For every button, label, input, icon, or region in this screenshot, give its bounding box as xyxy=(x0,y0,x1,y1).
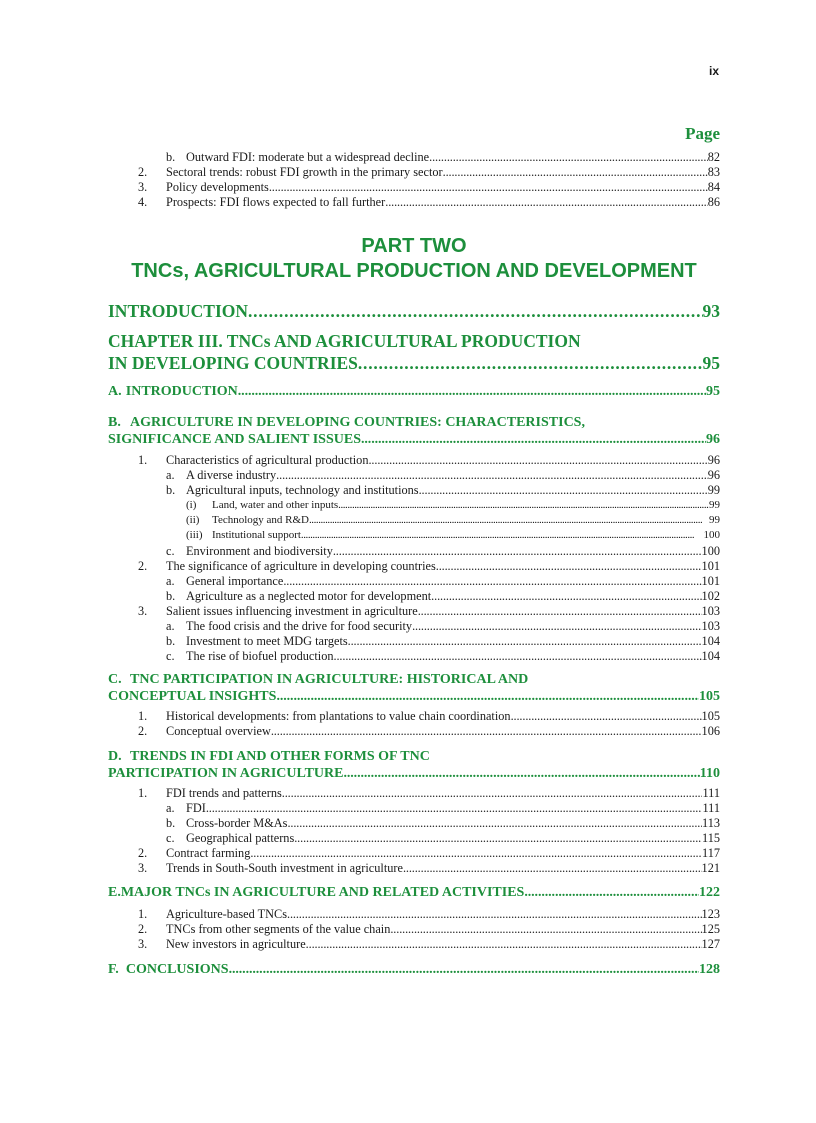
entry-number: 2. xyxy=(138,724,148,739)
leader-dots xyxy=(418,604,702,619)
leader-dots xyxy=(419,483,708,498)
section-f-title: CONCLUSIONS xyxy=(125,962,229,977)
toc-entry[interactable] xyxy=(108,589,720,604)
entry-page: 103 xyxy=(701,603,720,618)
entry-title: Cross-border M&As xyxy=(186,816,288,831)
entry-number: b. xyxy=(166,588,176,603)
toc-entry[interactable] xyxy=(108,649,720,664)
entry-page: 99 xyxy=(707,483,720,498)
entry-page: 104 xyxy=(701,634,720,649)
toc-entry[interactable] xyxy=(108,786,720,801)
toc-entry[interactable] xyxy=(108,165,720,180)
entry-number: (ii) xyxy=(186,514,200,527)
entry-page: 96 xyxy=(707,468,720,483)
section-b-letter: B. xyxy=(108,415,121,430)
leader-dots xyxy=(229,961,699,978)
toc-top-block xyxy=(108,150,720,210)
entry-number: 3. xyxy=(138,603,148,618)
entry-title: Geographical patterns xyxy=(186,831,295,846)
leader-dots xyxy=(403,861,702,876)
section-b-page: 96 xyxy=(706,432,720,447)
entry-title: The food crisis and the drive for food security xyxy=(186,619,413,634)
toc-entry[interactable] xyxy=(108,634,720,649)
toc-section-b[interactable] xyxy=(108,414,720,448)
leader-dots xyxy=(206,801,703,816)
entry-title: Policy developments xyxy=(166,180,269,195)
toc-entry[interactable] xyxy=(108,468,720,483)
toc-entry[interactable] xyxy=(108,937,720,952)
entry-number: 1. xyxy=(138,709,148,723)
entry-page: 101 xyxy=(701,573,720,588)
section-b-title-line2: SIGNIFICANCE AND SALIENT ISSUES xyxy=(108,432,361,447)
entry-title: Contract farming xyxy=(166,846,251,861)
entry-page: 102 xyxy=(701,588,720,603)
leader-dots xyxy=(334,649,702,664)
toc-entry[interactable] xyxy=(108,831,720,846)
entry-title: General importance xyxy=(186,573,284,588)
leader-dots xyxy=(385,195,707,210)
leader-dots xyxy=(294,831,702,846)
entry-page: 96 xyxy=(707,453,720,467)
entry-title: Conceptual overview xyxy=(166,724,271,739)
leader-dots xyxy=(287,907,702,922)
toc-section-b-entries xyxy=(108,453,720,664)
entry-page: 100 xyxy=(701,543,720,558)
entry-page: 82 xyxy=(707,150,720,164)
leader-dots xyxy=(309,513,709,528)
leader-dots xyxy=(358,352,703,374)
entry-title: Technology and R&D xyxy=(212,514,309,527)
entry-title: Investment to meet MDG targets xyxy=(186,634,348,649)
entry-page: 111 xyxy=(702,801,720,816)
entry-title: Outward FDI: moderate but a widespread decline xyxy=(186,150,430,164)
section-d-letter: D. xyxy=(108,749,122,764)
leader-dots xyxy=(443,165,708,180)
section-a-letter: A. xyxy=(108,384,122,399)
entry-number: 4. xyxy=(138,195,148,210)
toc-section-e-entries xyxy=(108,907,720,952)
entry-page: 125 xyxy=(701,922,720,937)
leader-dots xyxy=(276,688,699,705)
toc-entry[interactable] xyxy=(108,559,720,574)
toc-introduction[interactable] xyxy=(108,300,720,322)
entry-page: 113 xyxy=(702,816,720,831)
leader-dots xyxy=(283,574,701,589)
section-e-page: 122 xyxy=(699,885,720,900)
chapter-title-line1: CHAPTER III. TNCs AND AGRICULTURAL PRODUCTION xyxy=(108,331,581,351)
entry-page: 84 xyxy=(707,180,720,195)
entry-number: a. xyxy=(166,801,175,816)
toc-section-e[interactable] xyxy=(108,884,720,901)
entry-number: a. xyxy=(166,468,175,483)
section-d-title-line2: PARTICIPATION IN AGRICULTURE xyxy=(108,766,344,781)
entry-number: 3. xyxy=(138,861,148,876)
leader-dots xyxy=(238,383,706,400)
section-d-title-line1: TRENDS IN FDI AND OTHER FORMS OF TNC xyxy=(130,749,430,764)
toc-entry[interactable] xyxy=(108,801,720,816)
entry-page: 100 xyxy=(703,529,720,542)
entry-number: b. xyxy=(166,150,176,164)
entry-title: Prospects: FDI flows expected to fall further xyxy=(166,195,386,210)
toc-section-f[interactable] xyxy=(108,961,720,978)
toc-entry[interactable] xyxy=(108,816,720,831)
leader-dots xyxy=(511,709,702,724)
toc-entry[interactable] xyxy=(108,528,720,543)
entry-title: The significance of agriculture in developing countries xyxy=(166,558,436,573)
leader-dots xyxy=(338,498,709,513)
entry-title: Sectoral trends: robust FDI growth in the primary sector xyxy=(166,165,443,180)
toc-entry[interactable] xyxy=(108,619,720,634)
toc-section-d[interactable] xyxy=(108,748,720,782)
section-a-page: 95 xyxy=(706,384,720,399)
toc-entry[interactable] xyxy=(108,498,720,513)
leader-dots xyxy=(431,589,701,604)
entry-title: A diverse industry xyxy=(186,468,277,483)
entry-number: 2. xyxy=(138,846,148,861)
entry-page: 115 xyxy=(702,831,720,846)
entry-page: 127 xyxy=(701,937,720,952)
entry-title: Land, water and other inputs xyxy=(212,499,339,512)
toc-chapter-three[interactable] xyxy=(108,330,720,374)
entry-title: Agriculture as a neglected motor for development xyxy=(186,588,432,603)
toc-section-c-entries xyxy=(108,709,720,739)
entry-page: 111 xyxy=(702,786,720,800)
chapter-title-line2: IN DEVELOPING COUNTRIES xyxy=(108,353,358,373)
entry-title: Historical developments: from plantations to value chain coordination xyxy=(166,709,511,723)
entry-page: 117 xyxy=(702,846,720,861)
entry-title: Agricultural inputs, technology and institutions xyxy=(186,483,419,498)
entry-page: 99 xyxy=(709,514,720,527)
leader-dots xyxy=(276,468,708,483)
section-c-title-line1: TNC PARTICIPATION IN AGRICULTURE: HISTORICAL AND xyxy=(130,672,529,687)
entry-title: Environment and biodiversity xyxy=(186,543,333,558)
leader-dots xyxy=(282,786,703,801)
entry-page: 103 xyxy=(701,619,720,634)
entry-page: 99 xyxy=(709,499,720,512)
toc-entry[interactable] xyxy=(108,544,720,559)
leader-dots xyxy=(333,544,702,559)
toc-section-a[interactable] xyxy=(108,383,720,400)
leader-dots xyxy=(348,634,702,649)
leader-dots xyxy=(271,724,702,739)
entry-title: Institutional support xyxy=(212,529,301,542)
leader-dots xyxy=(306,937,702,952)
page-column-header: Page xyxy=(685,124,720,143)
part-heading-line1: PART TWO xyxy=(361,235,467,257)
entry-title: Salient issues influencing investment in agriculture xyxy=(166,603,418,618)
entry-number: 3. xyxy=(138,180,148,195)
entry-title: Characteristics of agricultural production xyxy=(166,453,369,467)
entry-title: FDI xyxy=(186,801,206,816)
entry-number: c. xyxy=(166,543,175,558)
section-d-page: 110 xyxy=(699,766,720,781)
entry-number: 2. xyxy=(138,558,148,573)
section-b-title-line1: AGRICULTURE IN DEVELOPING COUNTRIES: CHARACTERISTICS, xyxy=(130,415,585,430)
entry-number: b. xyxy=(166,634,176,649)
entry-number: (i) xyxy=(186,499,197,512)
entry-number: (iii) xyxy=(186,529,203,542)
toc-entry[interactable] xyxy=(108,483,720,498)
toc-entry[interactable] xyxy=(108,195,720,210)
toc-entry[interactable] xyxy=(108,846,720,861)
entry-number: b. xyxy=(166,483,176,498)
entry-title: New investors in agriculture xyxy=(166,937,306,952)
toc-entry[interactable] xyxy=(108,513,720,528)
entry-number: 3. xyxy=(138,937,148,952)
section-f-letter: F. xyxy=(108,962,119,977)
entry-number: c. xyxy=(166,649,175,664)
entry-page: 121 xyxy=(701,861,720,876)
leader-dots xyxy=(429,150,708,165)
section-f-page: 128 xyxy=(699,962,720,977)
toc-entry[interactable] xyxy=(108,907,720,922)
entry-page: 123 xyxy=(701,907,720,921)
leader-dots xyxy=(390,922,701,937)
entry-number: 2. xyxy=(138,165,148,180)
entry-page: 86 xyxy=(707,195,720,210)
entry-title: FDI trends and patterns xyxy=(166,786,282,800)
entry-number: 2. xyxy=(138,922,148,937)
toc-entry[interactable] xyxy=(108,150,720,165)
entry-number: 1. xyxy=(138,907,148,921)
introduction-title: INTRODUCTION xyxy=(108,301,249,321)
leader-dots xyxy=(250,846,702,861)
leader-dots xyxy=(269,180,708,195)
toc-entry[interactable] xyxy=(108,922,720,937)
entry-title: TNCs from other segments of the value chain xyxy=(166,922,391,937)
entry-page: 104 xyxy=(701,649,720,664)
toc-entry[interactable] xyxy=(108,709,720,724)
entry-title: The rise of biofuel production xyxy=(186,649,334,664)
entry-page: 101 xyxy=(701,558,720,573)
introduction-page: 93 xyxy=(702,301,720,321)
entry-title: Trends in South-South investment in agriculture xyxy=(166,861,403,876)
toc-entry[interactable] xyxy=(108,180,720,195)
entry-title: Agriculture-based TNCs xyxy=(166,907,288,921)
section-a-title: INTRODUCTION xyxy=(125,384,238,399)
leader-dots xyxy=(524,884,699,901)
leader-dots xyxy=(412,619,701,634)
leader-dots xyxy=(368,453,707,468)
part-heading-line2: TNCs, AGRICULTURAL PRODUCTION AND DEVELOPMENT xyxy=(131,260,697,282)
page-roman-number: ix xyxy=(708,64,719,78)
leader-dots xyxy=(436,559,702,574)
toc-section-d-entries xyxy=(108,786,720,877)
leader-dots xyxy=(301,528,704,543)
section-e-letter: E. xyxy=(108,885,121,900)
toc-entry[interactable] xyxy=(108,724,720,739)
toc-entry[interactable] xyxy=(108,861,720,876)
toc-entry[interactable] xyxy=(108,453,720,468)
entry-page: 105 xyxy=(701,709,720,723)
toc-entry[interactable] xyxy=(108,604,720,619)
entry-page: 106 xyxy=(701,724,720,739)
section-c-letter: C. xyxy=(108,672,122,687)
entry-number: c. xyxy=(166,831,175,846)
toc-entry[interactable] xyxy=(108,574,720,589)
toc-section-c[interactable] xyxy=(108,671,720,705)
section-c-page: 105 xyxy=(699,689,720,704)
section-c-title-line2: CONCEPTUAL INSIGHTS xyxy=(108,689,277,704)
entry-number: a. xyxy=(166,619,175,634)
leader-dots xyxy=(248,300,702,322)
entry-number: 1. xyxy=(138,453,148,467)
leader-dots xyxy=(343,765,699,782)
entry-number: a. xyxy=(166,573,175,588)
chapter-page: 95 xyxy=(702,353,720,373)
entry-page: 83 xyxy=(707,165,720,180)
entry-number: 1. xyxy=(138,786,148,800)
leader-dots xyxy=(361,431,706,448)
leader-dots xyxy=(287,816,702,831)
entry-number: b. xyxy=(166,816,176,831)
section-e-title: MAJOR TNCs IN AGRICULTURE AND RELATED ACTIVITIES xyxy=(120,885,525,900)
